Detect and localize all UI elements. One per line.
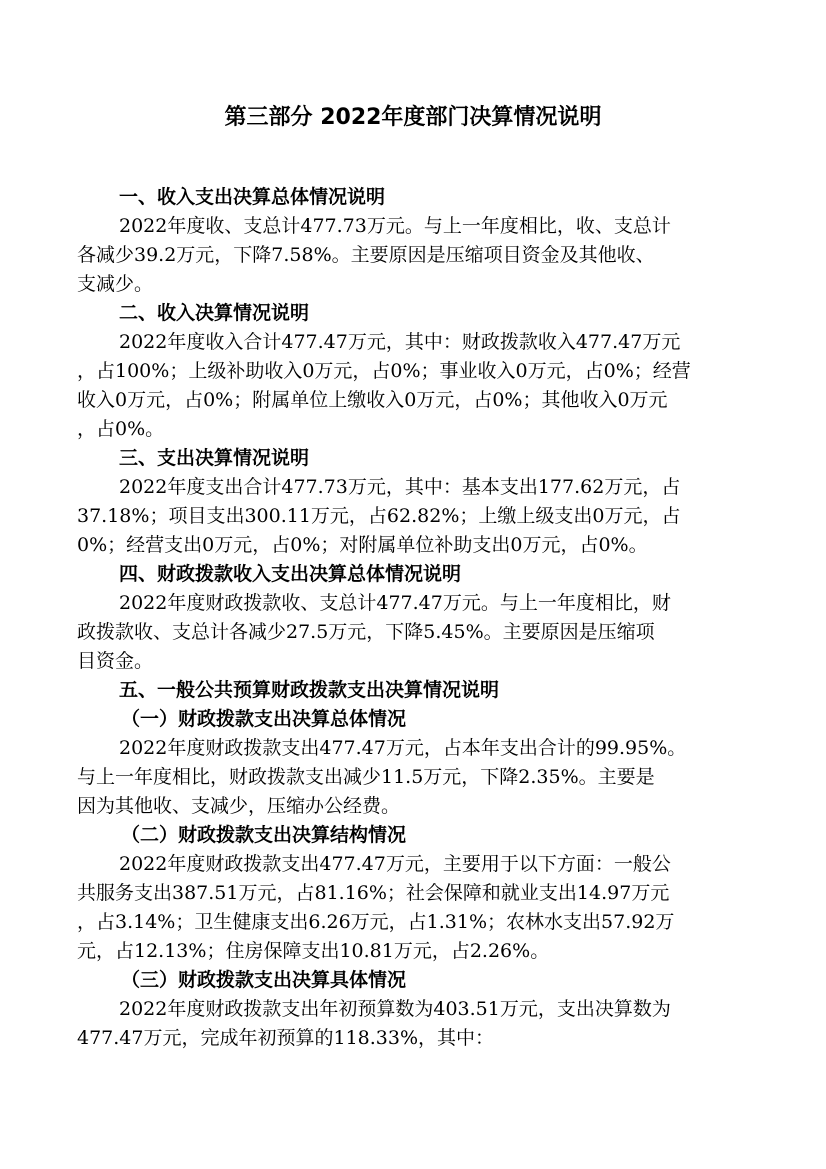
paragraph-line: 政拨款收、支总计各减少27.5万元，下降5.45%。主要原因是压缩项 [77,621,655,643]
section-paragraph-1 [77,212,745,299]
section-heading-5: 五、一般公共预算财政拨款支出决算情况说明 [119,679,500,701]
paragraph-line: 2022年度收入合计477.47万元，其中：财政拨款收入477.47万元 [119,331,681,353]
subsection-heading-1: （一）财政拨款支出决算总体情况 [121,708,407,730]
document-body [77,183,745,1053]
subsection-paragraph-3 [77,995,745,1053]
paragraph-line: ，占3.14%；卫生健康支出6.26万元，占1.31%；农林水支出57.92万 [77,911,675,933]
paragraph-line: 2022年度财政拨款支出年初预算数为403.51万元，支出决算数为 [119,998,671,1020]
paragraph-line: 各减少39.2万元，下降7.58%。主要原因是压缩项目资金及其他收、 [77,244,655,266]
paragraph-line: ，占0%。 [77,418,165,440]
page-title: 第三部分 2022年度部门决算情况说明 [224,105,602,130]
subsection-paragraph-2 [77,850,745,966]
paragraph-line: 477.47万元，完成年初预算的118.33%，其中： [77,1027,495,1049]
paragraph-line: 37.18%；项目支出300.11万元，占62.82%；上缴上级支出0万元，占 [77,505,681,527]
paragraph-line: 0%；经营支出0万元，占0%；对附属单位补助支出0万元，占0%。 [77,534,648,556]
paragraph-line: 目资金。 [77,650,154,672]
paragraph-line: 元，占12.13%；住房保障支出10.81万元，占2.26%。 [77,940,550,962]
section-paragraph-3 [77,473,745,560]
paragraph-line: 共服务支出387.51万元，占81.16%；社会保障和就业支出14.97万元 [77,882,670,904]
paragraph-line: 2022年度财政拨款收、支总计477.47万元。与上一年度相比，财 [119,592,671,614]
section-paragraph-2 [77,328,745,444]
section-heading-4: 四、财政拨款收入支出决算总体情况说明 [119,563,462,585]
subsection-heading-2: （二）财政拨款支出决算结构情况 [121,824,407,846]
paragraph-line: 2022年度财政拨款支出477.47万元，主要用于以下方面：一般公 [119,853,671,875]
paragraph-line: 与上一年度相比，财政拨款支出减少11.5万元，下降2.35%。主要是 [77,766,655,788]
paragraph-line: 2022年度支出合计477.73万元，其中：基本支出177.62万元，占 [119,476,681,498]
paragraph-line: ，占100%；上级补助收入0万元，占0%；事业收入0万元，占0%；经营 [77,360,691,382]
paragraph-line: 收入0万元，占0%；附属单位上缴收入0万元，占0%；其他收入0万元 [77,389,668,411]
section-paragraph-4 [77,589,745,676]
subsection-heading-3: （三）财政拨款支出决算具体情况 [121,969,407,991]
paragraph-line: 2022年度收、支总计477.73万元。与上一年度相比，收、支总计 [119,215,671,237]
section-heading-2: 二、收入决算情况说明 [119,302,310,324]
paragraph-line: 支减少。 [77,273,154,295]
paragraph-line: 因为其他收、支减少，压缩办公经费。 [77,795,401,817]
section-heading-1: 一、收入支出决算总体情况说明 [119,186,386,208]
section-heading-3: 三、支出决算情况说明 [119,447,310,469]
paragraph-line: 2022年度财政拨款支出477.47万元，占本年支出合计的99.95%。 [119,737,687,759]
subsection-paragraph-1 [77,734,745,821]
